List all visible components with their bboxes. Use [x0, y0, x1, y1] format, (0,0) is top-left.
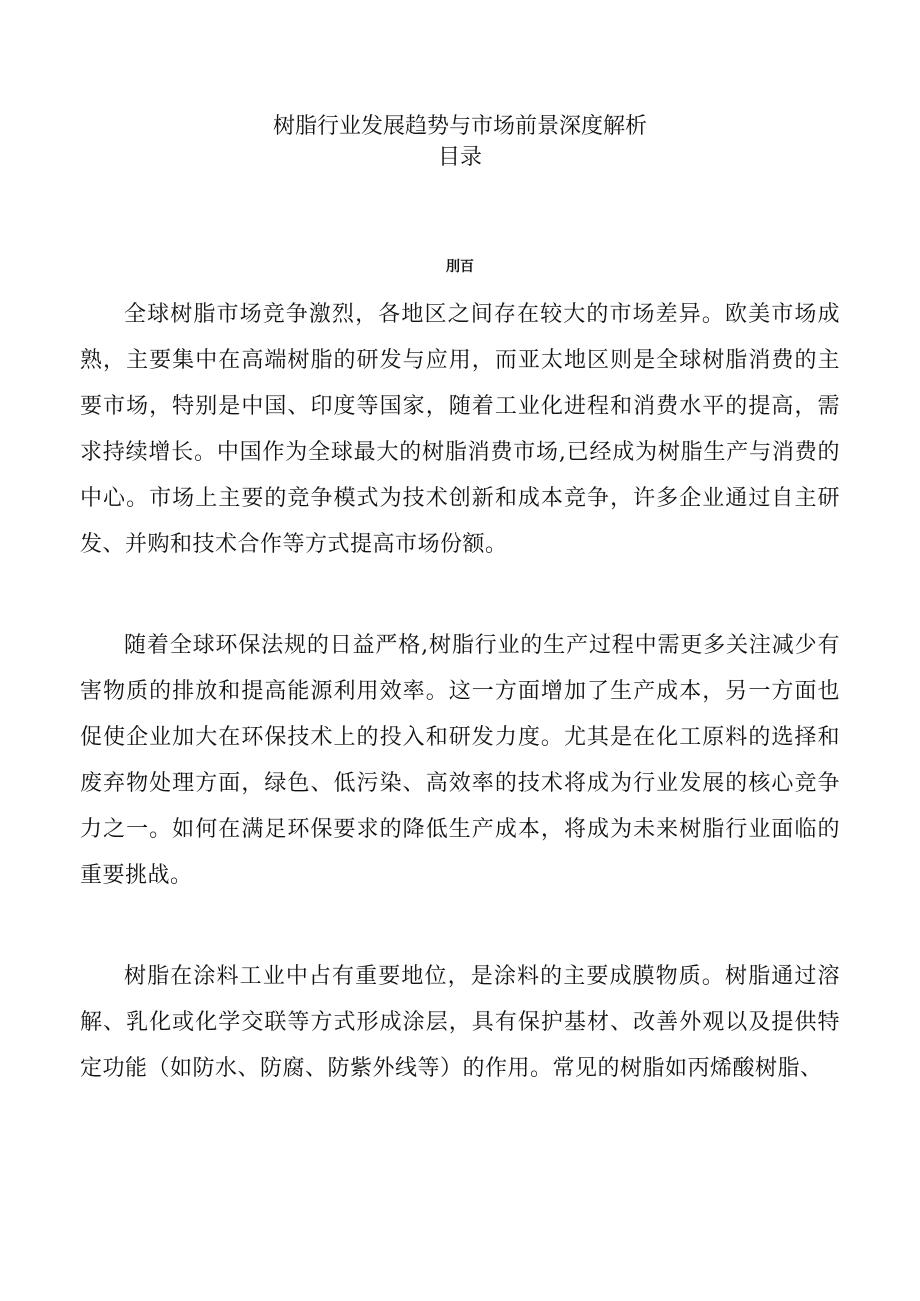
document-title: 树脂行业发展趋势与市场前景深度解析: [272, 114, 647, 139]
paragraph-3: 树脂在涂料工业中占有重要地位，是涂料的主要成膜物质。树脂通过溶解、乳化或化学交联等方式形成涂层，具有保护基材、改善外观以及提供特定功能（如防水、防腐、防紫外线等）的作用。常见的树脂如丙烯酸树脂、: [80, 964, 840, 1081]
toc-label: 目录: [437, 145, 482, 170]
paragraph-1: 全球树脂市场竞争激烈，各地区之间存在较大的市场差异。欧美市场成熟，主要集中在高端树脂的研发与应用，而亚太地区则是全球树脂消费的主要市场，特别是中国、印度等国家，随着工业化进程和消费水平的提高，需求持续增长。中国作为全球最大的树脂消费市场,已经成为树脂生产与消费的中心。市场上主要的竞争模式为技术创新和成本竞争，许多企业通过自主研发、并购和技术合作等方式提高市场份额。: [80, 302, 840, 557]
section-heading: 刖百: [446, 259, 474, 275]
paragraph-2: 随着全球环保法规的日益严格,树脂行业的生产过程中需更多关注减少有害物质的排放和提高能源利用效率。这一方面增加了生产成本，另一方面也促使企业加大在环保技术上的投入和研发力度。尤其是在化工原料的选择和废弃物处理方面，绿色、低污染、高效率的技术将成为行业发展的核心竞争力之一。如何在满足环保要求的降低生产成本，将成为未来树脂行业面临的重要挑战。: [80, 633, 840, 888]
